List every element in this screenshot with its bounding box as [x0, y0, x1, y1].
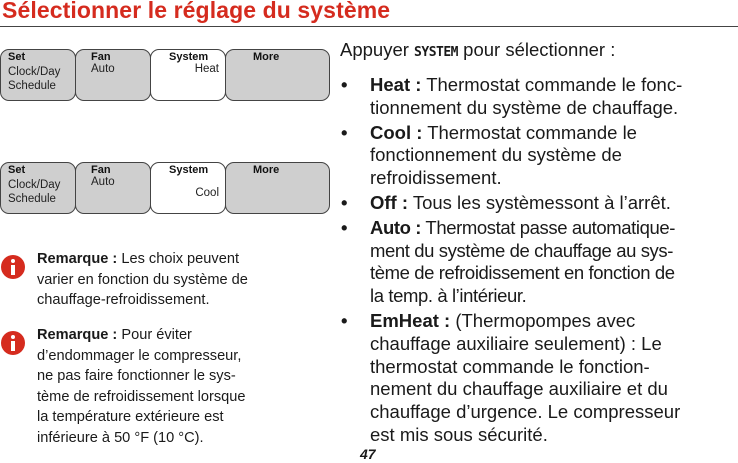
title-rule: [0, 26, 738, 27]
note-text: ne pas faire fonctionner le sys-: [37, 368, 236, 384]
system-label: System: [169, 164, 209, 176]
page-number: 47: [360, 446, 376, 462]
info-icon: [1, 255, 25, 279]
schedule-label: Schedule: [8, 193, 56, 205]
list-text: ment du système de chauffage au sys-: [370, 239, 674, 261]
more-button[interactable]: [225, 162, 330, 214]
note-text: Pour éviter: [117, 327, 192, 343]
list-term: Cool :: [370, 121, 423, 143]
more-label: More: [253, 164, 280, 176]
list-text: la temp. à l’intérieur.: [370, 285, 527, 307]
fan-value: Auto: [91, 63, 115, 75]
page-title: Sélectionner le réglage du système: [2, 0, 391, 23]
fan-label: Fan: [91, 51, 111, 63]
list-term: Off :: [370, 191, 409, 213]
intro-line: [340, 39, 615, 61]
list-text: tème de refroidissement en fonction de: [370, 262, 675, 284]
schedule-label: Schedule: [8, 80, 56, 92]
list-text: Tous les systèmessont à l’arrêt.: [408, 191, 671, 213]
more-label: More: [253, 51, 280, 63]
note-1: [37, 249, 302, 311]
clock-day-label: Clock/Day: [8, 179, 61, 191]
list-text: refroidissement.: [370, 167, 502, 189]
note-label: Remarque :: [37, 327, 118, 343]
more-button[interactable]: [225, 49, 330, 101]
list-term: Auto :: [370, 216, 422, 238]
thermostat-panel-heat: [0, 49, 330, 101]
list-term: EmHeat :: [370, 309, 451, 331]
clock-day-label: Clock/Day: [8, 66, 61, 78]
list-text: Thermostat commande le: [422, 121, 637, 143]
note-text: inférieure à 50 °F (10 °C).: [37, 429, 204, 446]
intro-text: pour sélectionner :: [458, 39, 616, 60]
intro-text: Appuyer: [340, 39, 415, 60]
note-text: d’endommager le compresseur,: [37, 347, 242, 364]
list-item-auto: [340, 217, 738, 308]
note-text: Les choix peuvent: [117, 251, 239, 267]
list-text: thermostat commande le fonction-: [370, 355, 650, 377]
mode-list: [340, 74, 738, 449]
list-text: chauffage d’urgence. Le compresseur: [370, 401, 681, 423]
fan-label: Fan: [91, 164, 111, 176]
list-text: nement du chauffage auxiliaire et du: [370, 378, 668, 400]
system-key-label: SYSTEM: [414, 45, 459, 60]
list-item-emheat: [340, 310, 738, 447]
bullet: •: [341, 309, 348, 331]
bullet: •: [341, 74, 348, 95]
fan-button[interactable]: [75, 162, 151, 214]
note-text: varier en fonction du système de: [37, 271, 248, 288]
note-2: [37, 325, 302, 448]
list-text: est mis sous sécurité.: [370, 423, 548, 445]
note-text: la température extérieure est: [37, 409, 224, 425]
list-text: Thermostat passe automatique-: [421, 216, 676, 238]
list-term: Heat :: [370, 74, 422, 95]
fan-button[interactable]: [75, 49, 151, 101]
bullet: •: [341, 216, 348, 238]
list-item-cool: [340, 122, 738, 190]
system-label: System: [169, 51, 209, 63]
set-label: Set: [8, 51, 26, 63]
list-text: chauffage auxiliaire seulement) : Le: [370, 332, 662, 354]
list-text: fonctionnement du système de: [370, 144, 622, 166]
list-text: tionnement du système de chauffage.: [370, 96, 679, 118]
list-text: (Thermopompes avec: [450, 309, 636, 331]
note-label: Remarque :: [37, 251, 118, 267]
set-label: Set: [8, 164, 26, 176]
system-button[interactable]: [150, 162, 226, 214]
list-item-heat: [340, 74, 738, 120]
list-text: Thermostat commande le fonc-: [421, 74, 683, 95]
info-icon: [1, 331, 25, 355]
system-button[interactable]: [150, 49, 226, 101]
system-value: Cool: [195, 187, 219, 199]
note-text: tème de refroidissement lorsque: [37, 388, 246, 405]
set-button[interactable]: [0, 49, 76, 101]
bullet: •: [341, 191, 348, 213]
set-button[interactable]: [0, 162, 76, 214]
list-item-off: [340, 192, 738, 215]
thermostat-panel-cool: [0, 162, 330, 214]
note-text: chauffage-refroidissement.: [37, 292, 210, 308]
bullet: •: [341, 121, 348, 143]
system-value: Heat: [194, 63, 219, 75]
fan-value: Auto: [91, 176, 115, 188]
